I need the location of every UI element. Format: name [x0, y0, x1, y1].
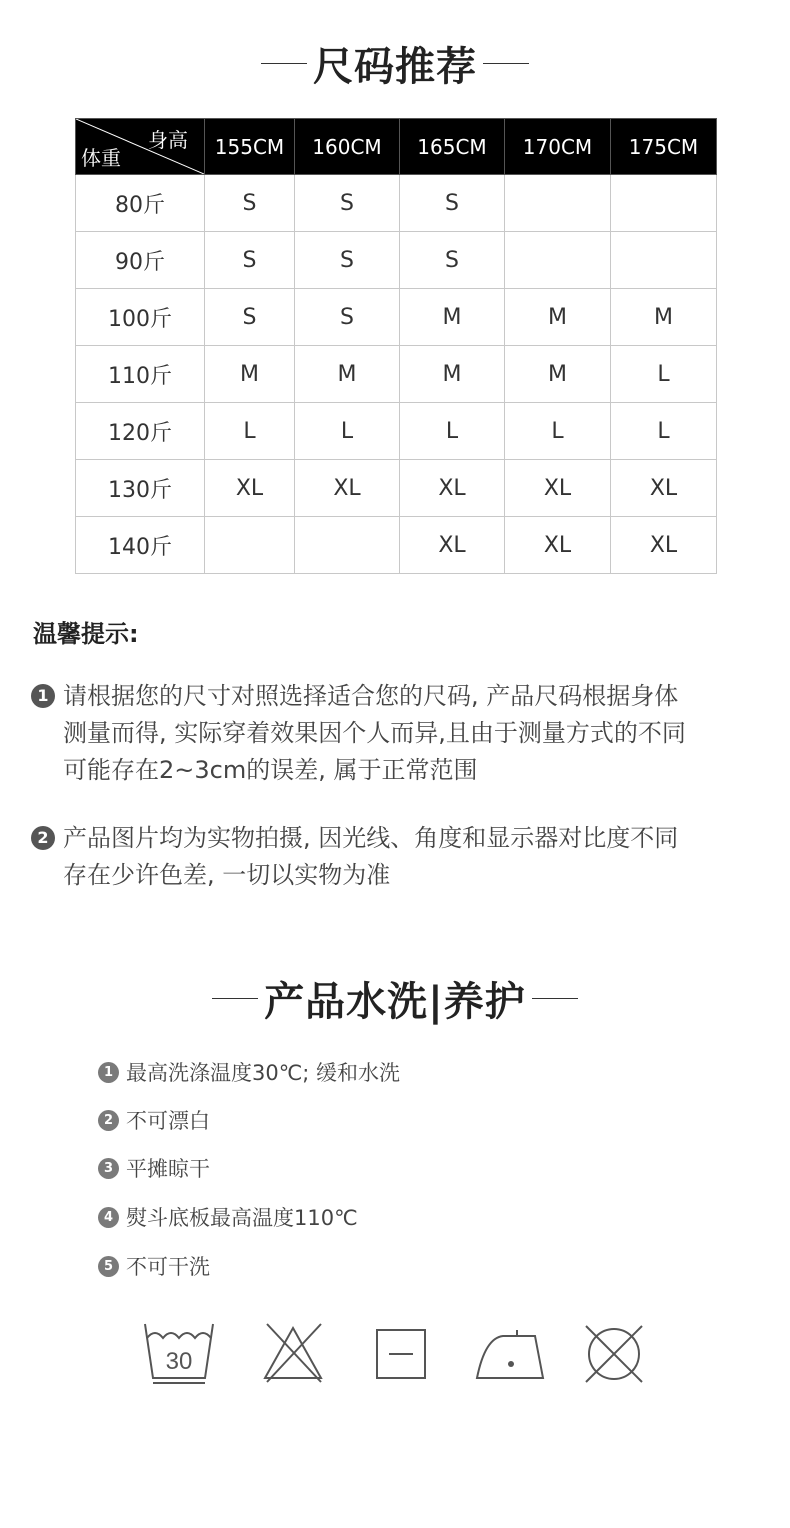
wash-30-icon-graphic [143, 1320, 215, 1386]
corner-weight-label: 体重 [81, 146, 121, 170]
size-cell: S [205, 232, 295, 289]
size-cell: M [505, 346, 611, 403]
size-cell: XL [611, 517, 717, 574]
iron-low-icon-graphic [473, 1320, 545, 1386]
size-chart-table [75, 118, 717, 574]
size-cell: S [400, 232, 505, 289]
size-cell [505, 175, 611, 232]
tip-item [31, 678, 751, 789]
size-cell: M [611, 289, 717, 346]
wash-temperature-label: 30 [165, 1348, 193, 1375]
size-cell [205, 517, 295, 574]
size-cell: M [505, 289, 611, 346]
size-cell: S [205, 175, 295, 232]
tip-item [31, 820, 751, 894]
height-header: 160CM [295, 119, 400, 175]
size-cell [295, 517, 400, 574]
care-text: 不可干洗 [126, 1255, 210, 1279]
table-corner-header [76, 119, 205, 175]
size-cell: L [295, 403, 400, 460]
table-row [76, 403, 717, 460]
table-row [76, 517, 717, 574]
table-row [76, 289, 717, 346]
tip-line: 可能存在2~3cm的误差, 属于正常范围 [63, 756, 478, 784]
size-cell: XL [611, 460, 717, 517]
dry-flat-icon-graphic [365, 1320, 437, 1386]
size-cell: L [205, 403, 295, 460]
size-cell [611, 175, 717, 232]
tip-text [63, 820, 751, 894]
care-item [98, 1202, 358, 1232]
height-header: 155CM [205, 119, 295, 175]
size-cell [611, 232, 717, 289]
dry-flat-icon [365, 1320, 437, 1386]
tips-heading: 温馨提示: [33, 620, 139, 648]
size-cell: M [205, 346, 295, 403]
care-item [98, 1057, 400, 1087]
no-bleach-icon [257, 1320, 329, 1386]
size-cell: S [205, 289, 295, 346]
care-number-badge: 5 [98, 1256, 119, 1277]
size-cell: XL [505, 460, 611, 517]
size-cell: S [295, 289, 400, 346]
size-cell: S [295, 175, 400, 232]
weight-cell: 100斤 [76, 289, 205, 346]
size-cell: M [400, 346, 505, 403]
height-header: 175CM [611, 119, 717, 175]
size-cell: S [295, 232, 400, 289]
height-header: 170CM [505, 119, 611, 175]
size-cell: L [611, 403, 717, 460]
size-section-title [0, 33, 790, 93]
size-cell: XL [400, 517, 505, 574]
no-dry-clean-icon [578, 1320, 650, 1386]
size-cell: M [295, 346, 400, 403]
tip-text [63, 678, 751, 789]
care-item [98, 1251, 210, 1281]
title-right-rule [532, 998, 578, 999]
size-section-title-text: 尺码推荐 [313, 43, 477, 90]
tip-line: 产品图片均为实物拍摄, 因光线、角度和显示器对比度不同 [63, 824, 679, 852]
title-right-rule [483, 63, 529, 64]
tip-number-badge: 2 [31, 826, 55, 850]
care-text: 最高洗涤温度30℃; 缓和水洗 [126, 1061, 401, 1085]
title-left-rule [212, 998, 258, 999]
title-left-rule [261, 63, 307, 64]
iron-low-icon [473, 1320, 545, 1386]
size-cell: L [400, 403, 505, 460]
wash-30-icon [143, 1320, 215, 1386]
tip-line: 请根据您的尺寸对照选择适合您的尺码, 产品尺码根据身体 [63, 682, 679, 710]
size-table-header-row [76, 119, 717, 175]
care-number-badge: 1 [98, 1062, 119, 1083]
size-cell: L [611, 346, 717, 403]
weight-cell: 80斤 [76, 175, 205, 232]
size-cell: XL [205, 460, 295, 517]
care-item [98, 1153, 210, 1183]
size-cell: S [400, 175, 505, 232]
size-cell: XL [295, 460, 400, 517]
size-cell: XL [505, 517, 611, 574]
care-text: 熨斗底板最高温度110℃ [126, 1206, 358, 1230]
care-text: 平摊晾干 [126, 1157, 210, 1181]
no-dry-clean-icon-graphic [578, 1320, 650, 1386]
wash-section-title-text: 产品水洗|养护 [264, 978, 526, 1025]
weight-cell: 110斤 [76, 346, 205, 403]
wash-section-title [0, 968, 790, 1028]
care-number-badge: 4 [98, 1207, 119, 1228]
tip-number-badge: 1 [31, 684, 55, 708]
table-row [76, 460, 717, 517]
weight-cell: 140斤 [76, 517, 205, 574]
care-text: 不可漂白 [126, 1109, 210, 1133]
size-cell: M [400, 289, 505, 346]
size-cell [505, 232, 611, 289]
care-number-badge: 2 [98, 1110, 119, 1131]
care-number-badge: 3 [98, 1158, 119, 1179]
weight-cell: 90斤 [76, 232, 205, 289]
corner-height-label: 身高 [148, 128, 188, 152]
table-row [76, 232, 717, 289]
table-row [76, 175, 717, 232]
weight-cell: 130斤 [76, 460, 205, 517]
weight-cell: 120斤 [76, 403, 205, 460]
no-bleach-icon-graphic [257, 1320, 329, 1386]
height-header: 165CM [400, 119, 505, 175]
size-cell: XL [400, 460, 505, 517]
tip-line: 存在少许色差, 一切以实物为准 [63, 861, 391, 889]
size-cell: L [505, 403, 611, 460]
care-item [98, 1105, 210, 1135]
table-row [76, 346, 717, 403]
tip-line: 测量而得, 实际穿着效果因个人而异,且由于测量方式的不同 [63, 719, 686, 747]
